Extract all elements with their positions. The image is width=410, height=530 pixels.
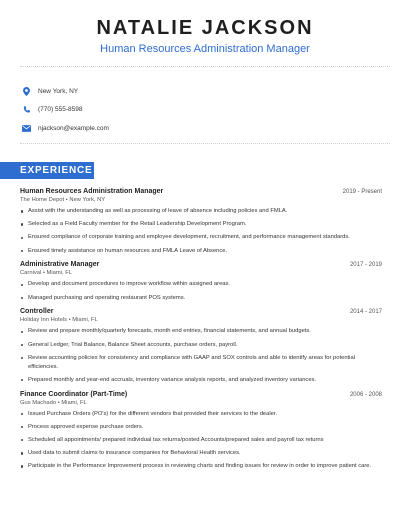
job-company: Holiday Inn Hotels • Miami, FL bbox=[20, 317, 98, 324]
contact-location bbox=[22, 82, 109, 100]
candidate-name: NATALIE JACKSON bbox=[96, 17, 314, 39]
job-dates: 2006 - 2008 bbox=[349, 391, 382, 398]
job-bullet: Review accounting policies for consistency and compliance with GAAP and SOX controls and able to identify areas for potential efficiencies. bbox=[20, 354, 382, 372]
job-bullet: Issued Purchase Orders (PO's) for the different vendors that provided their services to the dealer. bbox=[20, 410, 382, 419]
contact-email-text: njackson@example.com bbox=[38, 124, 109, 132]
job-company: The Home Depot • New York, NY bbox=[20, 197, 106, 203]
contact-list bbox=[22, 82, 109, 138]
experience-heading: EXPERIENCE bbox=[0, 162, 94, 179]
contact-divider bbox=[20, 143, 390, 144]
job-dates: 2019 - Present bbox=[342, 189, 382, 195]
job-bullet: Review and prepare monthly/quarterly forecasts, month end entries, financial statements, and annual budgets. bbox=[20, 327, 382, 336]
job-bullet: Ensured compliance of corporate training and employee development, recruitment, and performance management standards. bbox=[20, 233, 382, 242]
job-bullet: Selected as a Field Faculty member for the Retail Leadership Development Program. bbox=[20, 220, 382, 229]
contact-location-text: New York, NY bbox=[38, 87, 79, 95]
phone-icon bbox=[22, 105, 31, 114]
contact-email bbox=[22, 119, 109, 137]
job-title: Administrative Manager bbox=[20, 261, 100, 269]
job-company: Carnival • Miami, FL bbox=[20, 270, 72, 277]
job-bullet: Participate in the Performance Improvement process in reviewing charts and finding issues for review in order to improve patient care. bbox=[20, 462, 382, 471]
job-bullet: Managed purchasing and operating restaurant POS systems. bbox=[20, 294, 382, 303]
contact-phone bbox=[22, 101, 109, 119]
experience-section bbox=[20, 188, 382, 477]
contact-phone-text: (770) 555-8598 bbox=[38, 106, 83, 113]
job-bullet: Ensured timely assistance on human resources and FMLA Leave of Absence. bbox=[20, 247, 382, 256]
job-entry bbox=[20, 261, 382, 302]
job-bullet: Scheduled all appointments/ prepared individual tax returns/posted Accounts/prepared sales and payroll tax returns bbox=[20, 436, 382, 445]
candidate-title: Human Resources Administration Manager bbox=[100, 43, 310, 55]
job-dates: 2014 - 2017 bbox=[349, 309, 382, 316]
job-bullet: Used data to submit claims to insurance companies for Behavioral Health services. bbox=[20, 449, 382, 458]
job-company: Gus Machado • Miami, FL bbox=[20, 399, 87, 406]
job-bullet: Develop and document procedures to improve workflow within assigned areas. bbox=[20, 280, 382, 289]
job-title: Human Resources Administration Manager bbox=[20, 188, 164, 195]
header-divider bbox=[20, 66, 390, 67]
job-bullet: Process approved expense purchase orders. bbox=[20, 423, 382, 432]
job-entry bbox=[20, 391, 382, 472]
job-dates: 2017 - 2019 bbox=[349, 262, 382, 269]
job-title: Finance Coordinator (Part-Time) bbox=[20, 390, 128, 398]
envelope-icon bbox=[22, 124, 31, 133]
resume-header bbox=[0, 0, 410, 55]
job-bullet: Prepared monthly and year-end accruals, inventory variance analysis reports, and analyzed inventory variances. bbox=[20, 376, 382, 385]
job-entry bbox=[20, 188, 382, 255]
job-title: Controller bbox=[20, 308, 54, 316]
location-pin-icon bbox=[22, 87, 31, 96]
job-bullet: Assist with the understanding as well as processing of leave of absence including policies and FMLA. bbox=[20, 207, 382, 216]
job-entry bbox=[20, 308, 382, 384]
job-bullet: General Ledger, Trial Balance, Balance Sheet accounts, purchase orders, payroll. bbox=[20, 341, 382, 350]
